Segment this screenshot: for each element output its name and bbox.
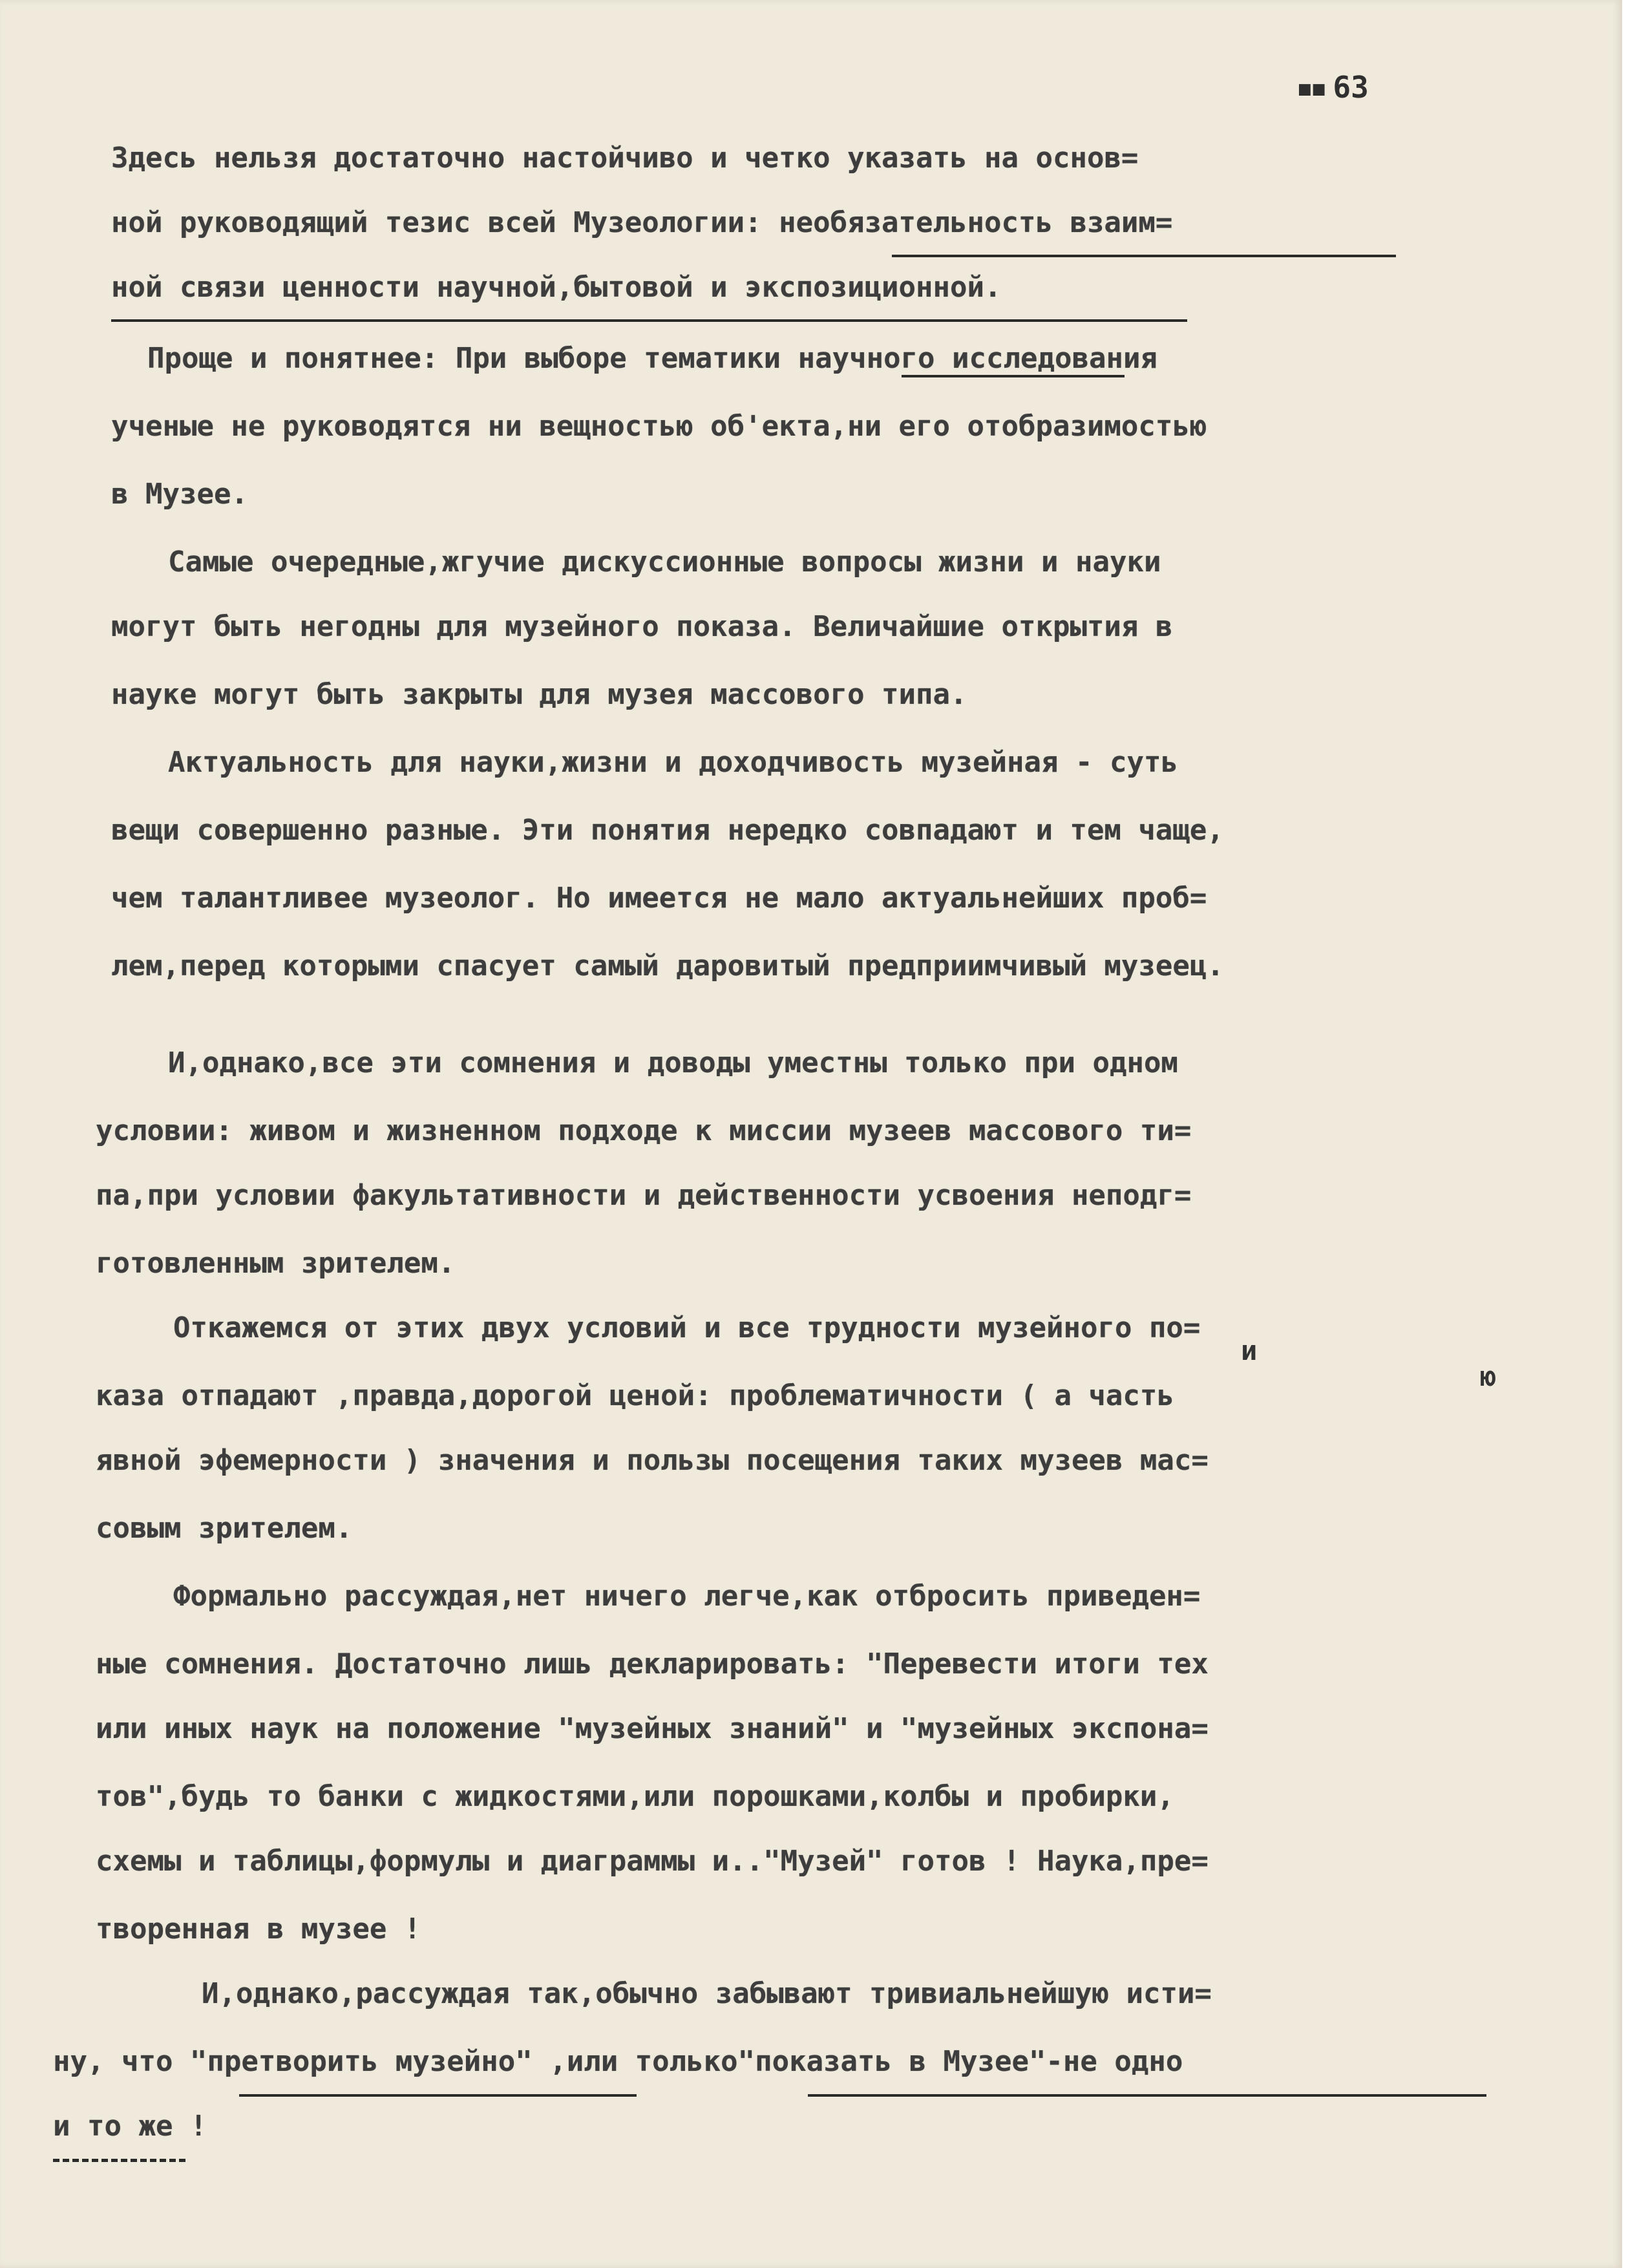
- page-number: ▪▪ 63: [1296, 70, 1369, 105]
- underline-same: [53, 2159, 185, 2162]
- text-line-18: Откажемся от этих двух условий и все трудности музейного по=: [173, 1311, 1201, 1344]
- text-line-25: тов",будь то банки с жидкостями,или порошками,колбы и пробирки,: [96, 1780, 1174, 1813]
- text-line-8: могут быть негодны для музейного показа. Величайшие открытия в: [111, 610, 1173, 643]
- text-line-19: каза отпадают ,правда,дорогой ценой: проблематичности ( а часть: [96, 1379, 1174, 1412]
- text-line-4: Проще и понятнее: При выборе тематики научного исследования: [147, 342, 1157, 375]
- text-line-20: явной эфемерности ) значения и пользы посещения таких музеев мас=: [96, 1444, 1209, 1477]
- underline-thesis-1: [892, 255, 1396, 257]
- inserted-letter-yu: ю: [1480, 1361, 1497, 1392]
- text-line-2: ной руководящий тезис всей Музеологии: необязательность взаим=: [111, 206, 1173, 239]
- underline-create-museum: [239, 2094, 637, 2097]
- text-line-14: И,однако,все эти сомнения и доводы уместны только при одном: [168, 1046, 1178, 1079]
- text-line-11: вещи совершенно разные. Эти понятия нередко совпадают и тем чаще,: [111, 814, 1224, 847]
- underline-scientific: [902, 375, 1125, 377]
- text-line-9: науке могут быть закрыты для музея массового типа.: [111, 678, 967, 711]
- underline-show-museum: [808, 2094, 1486, 2097]
- text-line-12: чем талантливее музеолог. Но имеется не мало актуальнейших проб=: [111, 882, 1207, 915]
- text-line-17: готовленным зрителем.: [96, 1247, 456, 1280]
- text-line-28: И,однако,рассуждая так,обычно забывают тривиальнейшую исти=: [202, 1977, 1212, 2010]
- text-line-22: Формально рассуждая,нет ничего легче,как отбросить приведен=: [173, 1580, 1201, 1613]
- text-line-26: схемы и таблицы,формулы и диаграммы и.."Музей" готов ! Наука,пре=: [96, 1845, 1209, 1878]
- text-line-13: лем,перед которыми спасует самый даровитый предприимчивый музеец.: [111, 949, 1224, 982]
- text-line-29: ну, что "претворить музейно" ,или только"показать в Музее"-не одно: [53, 2045, 1183, 2078]
- text-line-6: в Музее.: [111, 478, 248, 511]
- underline-thesis-2: [111, 319, 1187, 322]
- text-line-15: условии: живом и жизненном подходе к миссии музеев массового ти=: [96, 1114, 1192, 1147]
- text-line-1: Здесь нельзя достаточно настойчиво и четко указать на основ=: [111, 142, 1139, 175]
- text-line-24: или иных наук на положение "музейных знаний" и "музейных экспона=: [96, 1712, 1209, 1745]
- text-line-21: совым зрителем.: [96, 1512, 353, 1545]
- text-line-7: Самые очередные,жгучие дискуссионные вопросы жизни и науки: [168, 546, 1161, 578]
- inserted-letter-i: и: [1241, 1335, 1258, 1366]
- text-line-23: ные сомнения. Достаточно лишь декларировать: "Перевести итоги тех: [96, 1648, 1209, 1680]
- text-line-27: творенная в музее !: [96, 1913, 421, 1945]
- text-line-10: Актуальность для науки,жизни и доходчивость музейная - суть: [168, 746, 1178, 779]
- text-line-5: ученые не руководятся ни вещностью об'екта,ни его отобразимостью: [111, 410, 1207, 443]
- text-line-16: па,при условии факультативности и действенности усвоения неподг=: [96, 1179, 1192, 1212]
- text-line-30: и то же !: [53, 2110, 207, 2143]
- text-line-3: ной связи ценности научной,бытовой и экспозиционной.: [111, 271, 1002, 304]
